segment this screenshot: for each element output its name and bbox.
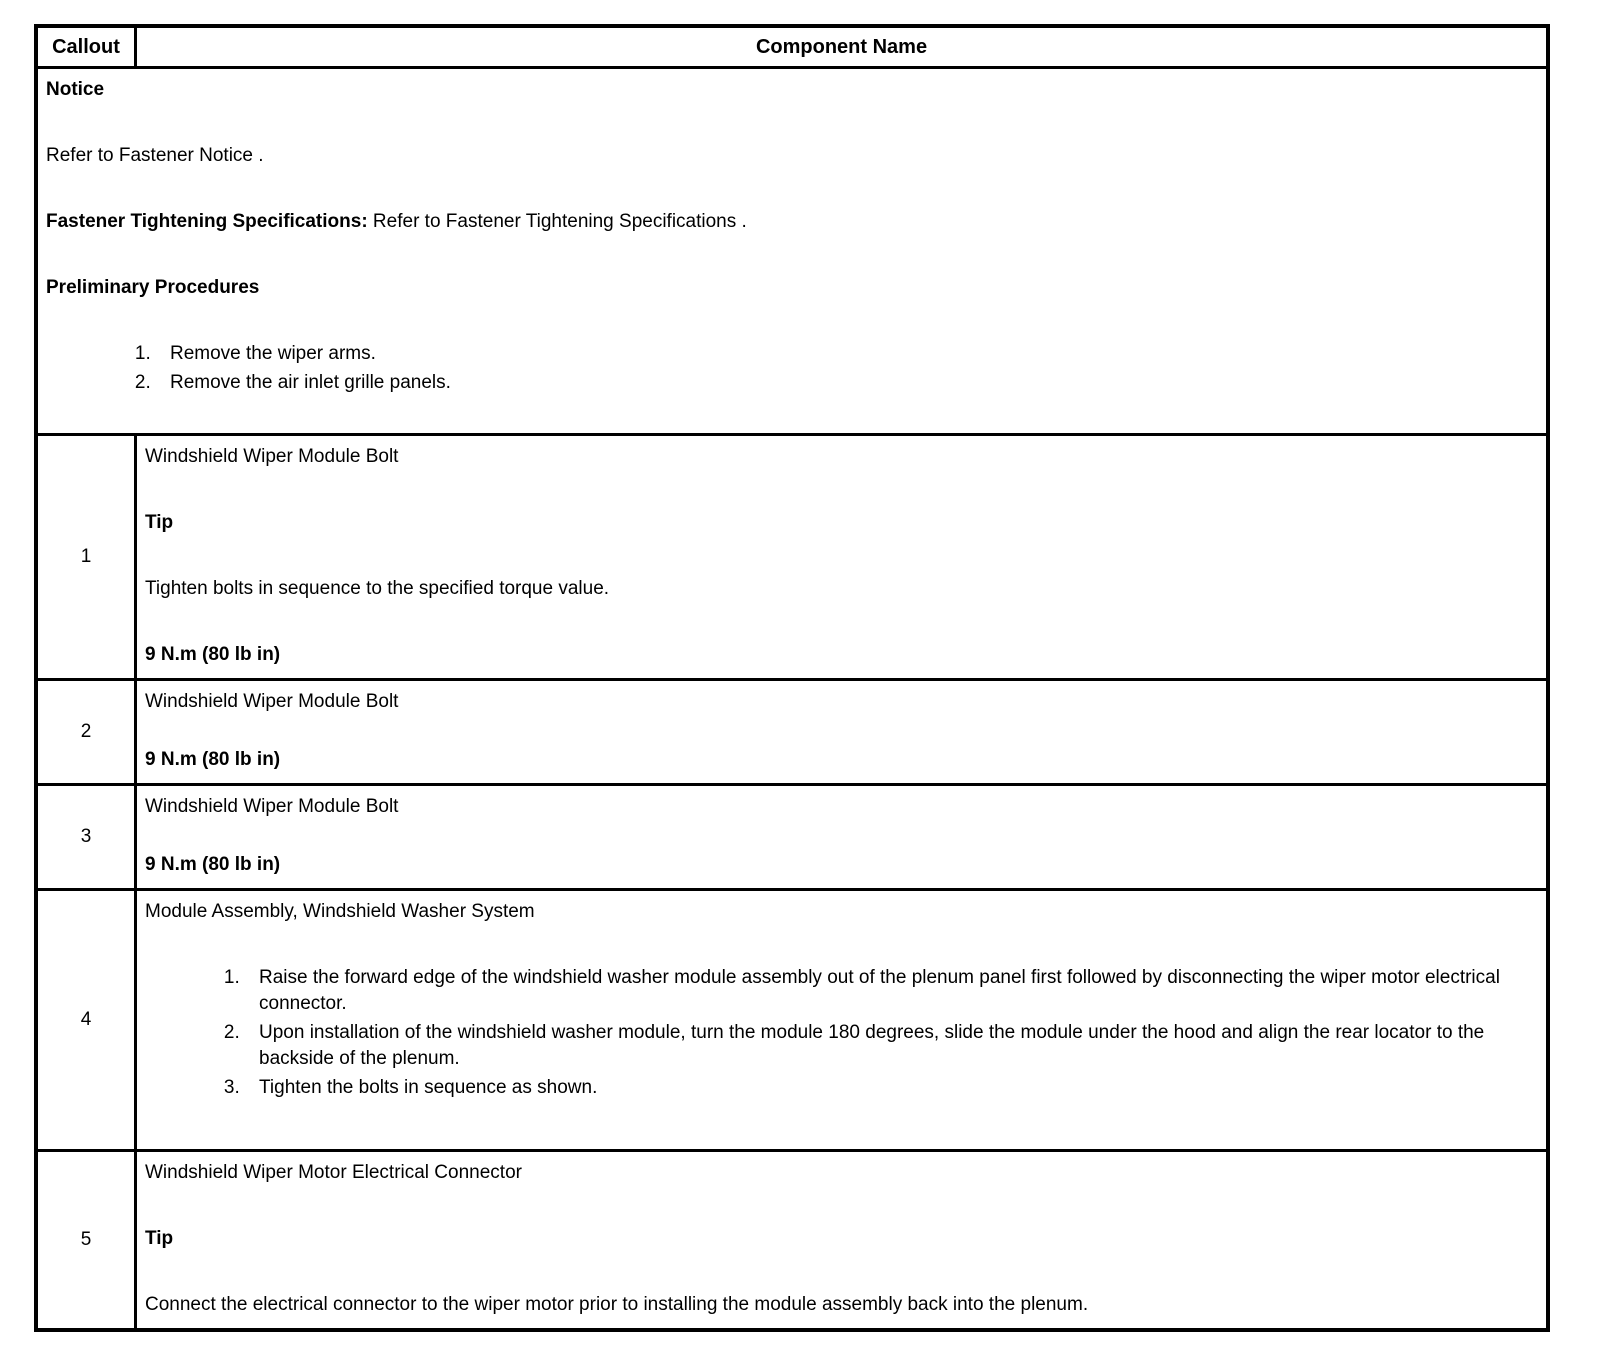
callout-number: 1 [36, 435, 136, 680]
callout-number: 2 [36, 680, 136, 785]
fastener-spec-label: Fastener Tightening Specifications: [46, 211, 368, 232]
callout-number: 4 [36, 890, 136, 1151]
tip-label: Tip [145, 512, 174, 533]
tip-label: Tip [145, 1228, 174, 1249]
header-component-name: Component Name [136, 26, 1549, 68]
table-row [36, 435, 1548, 680]
component-table [34, 24, 1550, 1332]
callout-number: 5 [36, 1151, 136, 1331]
torque-spec: 9 N.m (80 lb in) [145, 749, 281, 770]
table-row [36, 680, 1548, 785]
header-callout: Callout [36, 26, 136, 68]
list-item: 2. Upon installation of the windshield washer module, turn the module 180 degrees, slide the module under the hood and align the rear locator to the backside of the plenum. [245, 1020, 1536, 1072]
document-page [34, 24, 1550, 1332]
torque-spec: 9 N.m (80 lb in) [145, 854, 281, 875]
preliminary-procedures-title: Preliminary Procedures [46, 277, 260, 298]
table-row [36, 1151, 1548, 1331]
component-name: Windshield Wiper Module Bolt [145, 796, 399, 817]
fastener-spec-text: Refer to Fastener Tightening Specifications . [367, 211, 747, 232]
table-header-row [36, 26, 1548, 68]
component-name: Module Assembly, Windshield Washer System [145, 901, 535, 922]
preliminary-procedures-list [46, 341, 1536, 396]
component-name: Windshield Wiper Motor Electrical Connector [145, 1162, 522, 1183]
fastener-notice-reference: Refer to Fastener Notice . [46, 145, 264, 166]
list-item: 1. Remove the wiper arms. [156, 341, 1536, 367]
list-item: 1. Raise the forward edge of the windshield washer module assembly out of the plenum panel first followed by disconnecting the wiper motor electrical connector. [245, 965, 1536, 1017]
list-item: 3. Tighten the bolts in sequence as shown. [245, 1075, 1536, 1101]
fastener-spec-line [46, 209, 1536, 235]
table-row [36, 890, 1548, 1151]
installation-steps-list [145, 965, 1536, 1101]
notice-title: Notice [46, 79, 105, 100]
table-row [36, 785, 1548, 890]
callout-number: 3 [36, 785, 136, 890]
component-name: Windshield Wiper Module Bolt [145, 446, 399, 467]
notice-row [36, 68, 1548, 435]
tip-text: Connect the electrical connector to the wiper motor prior to installing the module assembly back into the plenum. [145, 1294, 1089, 1315]
tip-text: Tighten bolts in sequence to the specified torque value. [145, 578, 610, 599]
torque-spec: 9 N.m (80 lb in) [145, 644, 281, 665]
component-name: Windshield Wiper Module Bolt [145, 691, 399, 712]
list-item: 2. Remove the air inlet grille panels. [156, 370, 1536, 396]
